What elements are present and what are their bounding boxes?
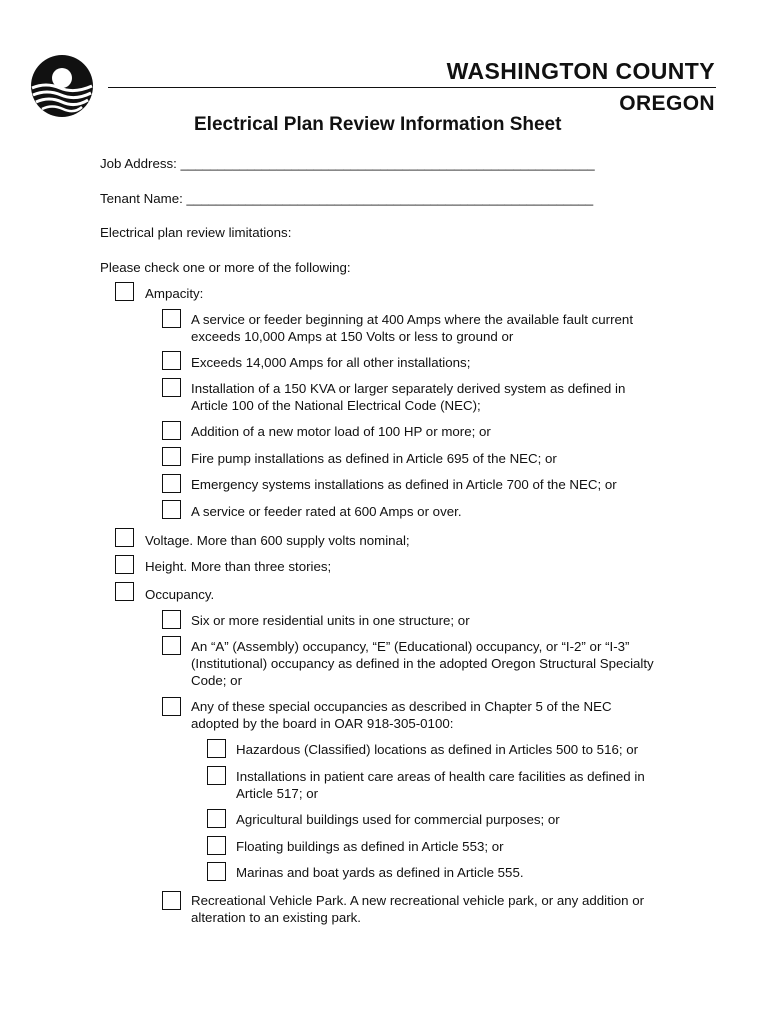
county-name: WASHINGTON COUNTY [446, 58, 715, 84]
amp-service-fault-checkbox[interactable] [162, 309, 181, 328]
ampacity-label: Ampacity: [145, 286, 204, 301]
instructions-text: Please check one or more of the following: [100, 260, 351, 275]
sp-patient-care-checkbox[interactable] [207, 766, 226, 785]
voltage-checkbox[interactable] [115, 528, 134, 547]
amp-150kva-label: Installation of a 150 KVA or larger separately derived system as defined in Article 100 of the National Electrical Code (NEC); [191, 381, 626, 413]
amp-14000-label: Exceeds 14,000 Amps for all other installations; [191, 355, 471, 370]
amp-600-label: A service or feeder rated at 600 Amps or over. [191, 504, 462, 519]
sp-floating-checkbox[interactable] [207, 836, 226, 855]
limitations-label: Electrical plan review limitations: [100, 225, 292, 240]
height-checkbox[interactable] [115, 555, 134, 574]
amp-emergency-label: Emergency systems installations as defined in Article 700 of the NEC; or [191, 477, 617, 492]
sp-marinas-label: Marinas and boat yards as defined in Article 555. [236, 865, 524, 880]
amp-emergency-checkbox[interactable] [162, 474, 181, 493]
sp-patient-care-label: Installations in patient care areas of health care facilities as defined in Article 517; or [236, 769, 645, 801]
job-address-field[interactable]: Job Address: ________________________________________________________ [100, 156, 595, 171]
occ-assembly-label: An “A” (Assembly) occupancy, “E” (Educational) occupancy, or “I-2” or “I-3” (Institutional) occupancy as defined in the adopted Oregon Structural Specialty Code; or [191, 639, 654, 688]
occupancy-checkbox[interactable] [115, 582, 134, 601]
amp-fire-pump-label: Fire pump installations as defined in Article 695 of the NEC; or [191, 451, 557, 466]
sp-agricultural-checkbox[interactable] [207, 809, 226, 828]
page-title: Electrical Plan Review Information Sheet [194, 114, 562, 135]
header-rule [108, 87, 716, 88]
occ-six-units-checkbox[interactable] [162, 610, 181, 629]
state-name: OREGON [619, 92, 715, 115]
sp-agricultural-label: Agricultural buildings used for commercial purposes; or [236, 812, 560, 827]
occupancy-label: Occupancy. [145, 587, 215, 602]
sp-floating-label: Floating buildings as defined in Article 553; or [236, 839, 504, 854]
occ-special-label: Any of these special occupancies as described in Chapter 5 of the NEC adopted by the board in OAR 918-305-0100: [191, 699, 612, 731]
amp-motor-checkbox[interactable] [162, 421, 181, 440]
amp-service-fault-label: A service or feeder beginning at 400 Amps where the available fault current exceeds 10,000 Amps at 150 Volts or less to ground or [191, 312, 634, 344]
ampacity-checkbox[interactable] [115, 282, 134, 301]
occ-rv-park-checkbox[interactable] [162, 891, 181, 910]
washington-county-logo-icon [30, 54, 94, 118]
sp-marinas-checkbox[interactable] [207, 862, 226, 881]
sp-hazardous-label: Hazardous (Classified) locations as defined in Articles 500 to 516; or [236, 742, 639, 757]
sp-hazardous-checkbox[interactable] [207, 739, 226, 758]
height-label: Height. More than three stories; [145, 559, 332, 574]
tenant-name-field[interactable]: Tenant Name: _______________________________________________________ [100, 191, 594, 206]
occ-special-checkbox[interactable] [162, 697, 181, 716]
amp-fire-pump-checkbox[interactable] [162, 447, 181, 466]
occ-six-units-label: Six or more residential units in one structure; or [191, 613, 470, 628]
voltage-label: Voltage. More than 600 supply volts nominal; [145, 533, 410, 548]
amp-600-checkbox[interactable] [162, 500, 181, 519]
amp-14000-checkbox[interactable] [162, 351, 181, 370]
occ-rv-park-label: Recreational Vehicle Park. A new recreational vehicle park, or any addition or alteration to an existing park. [191, 893, 645, 925]
amp-150kva-checkbox[interactable] [162, 378, 181, 397]
amp-motor-label: Addition of a new motor load of 100 HP or more; or [191, 424, 491, 439]
occ-assembly-checkbox[interactable] [162, 636, 181, 655]
